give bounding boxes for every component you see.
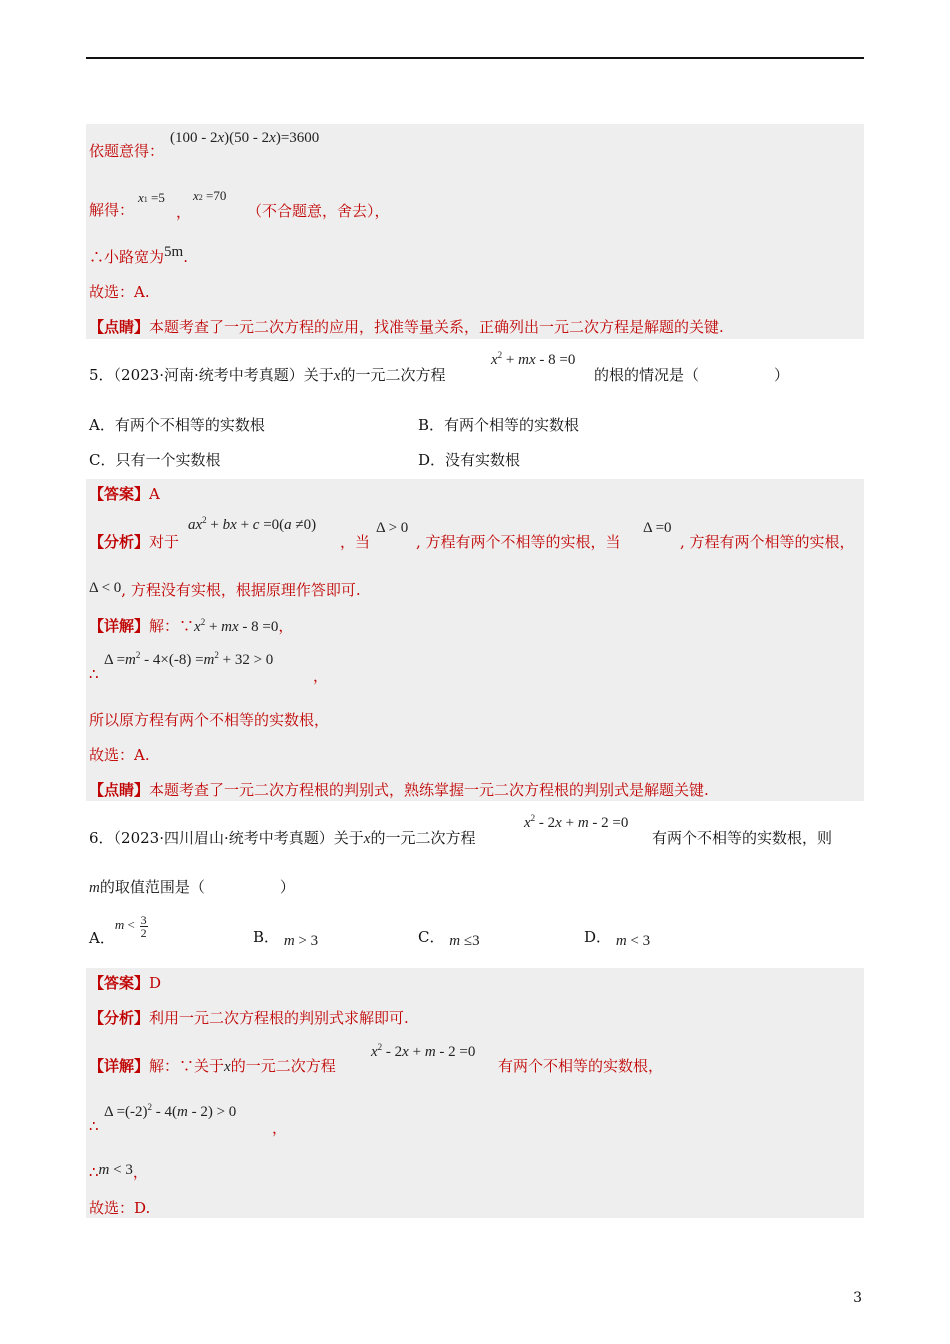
q6-option-c[interactable]: C． m ≤3: [418, 928, 480, 949]
q5-discriminant: $\Delta =m^2 - 4\times(-8) =m^2 + 32 > 0$: [104, 650, 274, 668]
q5-analysis-4: , 方程有两个相等的实根，: [680, 533, 855, 551]
q6-stem-2: [89, 877, 295, 898]
x1-value: x1 =5: [138, 190, 165, 205]
detail-tag: 【详解】: [89, 1057, 150, 1075]
detail-text-1: 解：∵: [149, 617, 195, 635]
q5-delta-gt: Δ > 0: [376, 520, 409, 536]
q5-equation: $x^2$ + mx - 8 =0: [491, 350, 576, 368]
q5-analysis-line: [89, 532, 179, 552]
tip-tag: 【点睛】: [89, 318, 150, 336]
comma: ，: [176, 203, 192, 221]
conclusion-line: [89, 244, 188, 268]
detail-tag: 【详解】: [89, 617, 150, 635]
prev-solution-block: [86, 124, 864, 339]
q5-detail-line: [89, 616, 293, 638]
prev-eq-line: [89, 137, 165, 160]
tip-text: 本题考查了一元二次方程的应用，找准等量关系，正确列出一元二次方程是解题的关键.: [149, 318, 724, 336]
q6-line2-var: m: [89, 880, 100, 896]
q5-detail-eq: $x^2$ + mx - 8 =0: [194, 617, 279, 635]
solve-label: 解得：: [89, 201, 135, 219]
q5-number: 5．: [89, 366, 114, 384]
q6-discriminant-end: ，: [272, 1119, 288, 1137]
q5-analysis-2: ，当: [340, 533, 371, 551]
q6-analysis: [89, 1008, 409, 1028]
q5-answer: [89, 484, 160, 504]
x2-value: x2 =70: [193, 188, 227, 203]
q6-detail-eq: $x^2 - 2x + m - 2 =0$: [371, 1042, 476, 1060]
q5-option-a[interactable]: A．有两个不相等的实数根: [89, 416, 265, 434]
q6-stem: [89, 828, 475, 849]
analysis-text: 利用一元二次方程根的判别式求解即可.: [149, 1009, 409, 1027]
q6-solution-block: [86, 968, 864, 1218]
q6-detail-1c: 有两个不相等的实数根，: [498, 1057, 664, 1075]
q5-discriminant-end: ，: [313, 667, 329, 685]
q5-analysis-line-2: [89, 580, 361, 601]
detail-end: ，: [278, 617, 294, 635]
q6-result-end: ，: [132, 1163, 148, 1181]
q5-var: x: [333, 368, 341, 384]
page-number: 3: [853, 1290, 862, 1306]
q5-therefore: ∴: [89, 665, 99, 683]
q5-analysis-eq: $ax^2$ + bx + c =0(a ≠0): [188, 515, 317, 533]
q5-source: （2023·河南·统考中考真题）关于: [113, 366, 334, 384]
answer-value: D: [149, 974, 162, 992]
q6-option-b[interactable]: B． m > 3: [253, 928, 319, 949]
detail-text-1b: 的一元二次方程: [230, 1057, 336, 1075]
answer-value: A: [149, 485, 160, 503]
q6-text-end: 有两个不相等的实数根，则: [652, 829, 833, 847]
q6-result-line: [89, 1162, 148, 1183]
analysis-tag: 【分析】: [89, 1009, 150, 1027]
reject-note: （不合题意，舍去），: [247, 202, 390, 220]
analysis-text-1: 对于: [149, 533, 180, 551]
prev-tip: [89, 317, 724, 337]
detail-text-1: 解：∵关于: [149, 1057, 225, 1075]
q6-therefore-1: ∴: [89, 1117, 99, 1135]
analysis-tag: 【分析】: [89, 533, 150, 551]
q6-number: 6．: [89, 829, 114, 847]
q6-choice: 故选：D.: [89, 1199, 151, 1217]
q6-discriminant: $\Delta =(-2)^2 - 4(m - 2) > 0$: [104, 1102, 237, 1120]
q6-therefore-2: ∴: [89, 1163, 99, 1181]
q6-option-a[interactable]: A．m < $\frac{3}{2}$: [89, 913, 147, 947]
q6-result: m < 3: [98, 1162, 133, 1178]
conclusion-text: ∴小路宽为: [89, 248, 165, 266]
q5-option-b[interactable]: B．有两个相等的实数根: [418, 416, 580, 434]
q5-tip: [89, 780, 709, 800]
prev-eq: (100 - 2x)(50 - 2x)=3600: [170, 130, 320, 146]
analysis-text-5: , 方程没有实根，根据原理作答即可.: [121, 581, 361, 599]
answer-tag: 【答案】: [89, 485, 150, 503]
tip-text: 本题考查了一元二次方程根的判别式，熟练掌握一元二次方程根的判别式是解题关键.: [149, 781, 709, 799]
q5-choice: 故选：A.: [89, 746, 150, 764]
q6-source: （2023·四川眉山·统考中考真题）关于: [113, 829, 364, 847]
q6-answer: [89, 973, 161, 993]
q6-option-d[interactable]: D． m < 3: [584, 928, 651, 949]
q5-text-end: 的根的情况是（ ）: [594, 366, 790, 384]
q6-equation: $x^2 - 2x + m - 2 =0$: [524, 813, 629, 831]
q5-option-c[interactable]: C．只有一个实数根: [89, 451, 221, 469]
conclusion-value: 5m: [164, 244, 184, 260]
q5-delta-lt: Δ < 0: [89, 580, 122, 596]
q6-line2: 的取值范围是（ ）: [99, 878, 295, 896]
q5-detail-3: 所以原方程有两个不相等的实数根，: [89, 711, 330, 729]
q5-analysis-3: , 方程有两个不相等的实根，当: [416, 533, 621, 551]
q5-stem: [89, 365, 445, 386]
detail-var: x: [224, 1059, 231, 1075]
prev-solve-line: [89, 200, 134, 220]
q5-text-mid: 的一元二次方程: [340, 366, 446, 384]
header-rule: [86, 57, 864, 59]
q5-option-d[interactable]: D．没有实数根: [418, 451, 521, 469]
conclusion-end: .: [183, 248, 188, 266]
prev-choice: 故选：A.: [89, 283, 150, 301]
q6-detail-line: [89, 1056, 336, 1077]
q6-var: x: [363, 831, 371, 847]
eq-label: 依题意得：: [89, 142, 165, 160]
q6-text-mid: 的一元二次方程: [370, 829, 476, 847]
q5-delta-eq: Δ =0: [643, 520, 672, 536]
tip-tag: 【点睛】: [89, 781, 150, 799]
answer-tag: 【答案】: [89, 974, 150, 992]
